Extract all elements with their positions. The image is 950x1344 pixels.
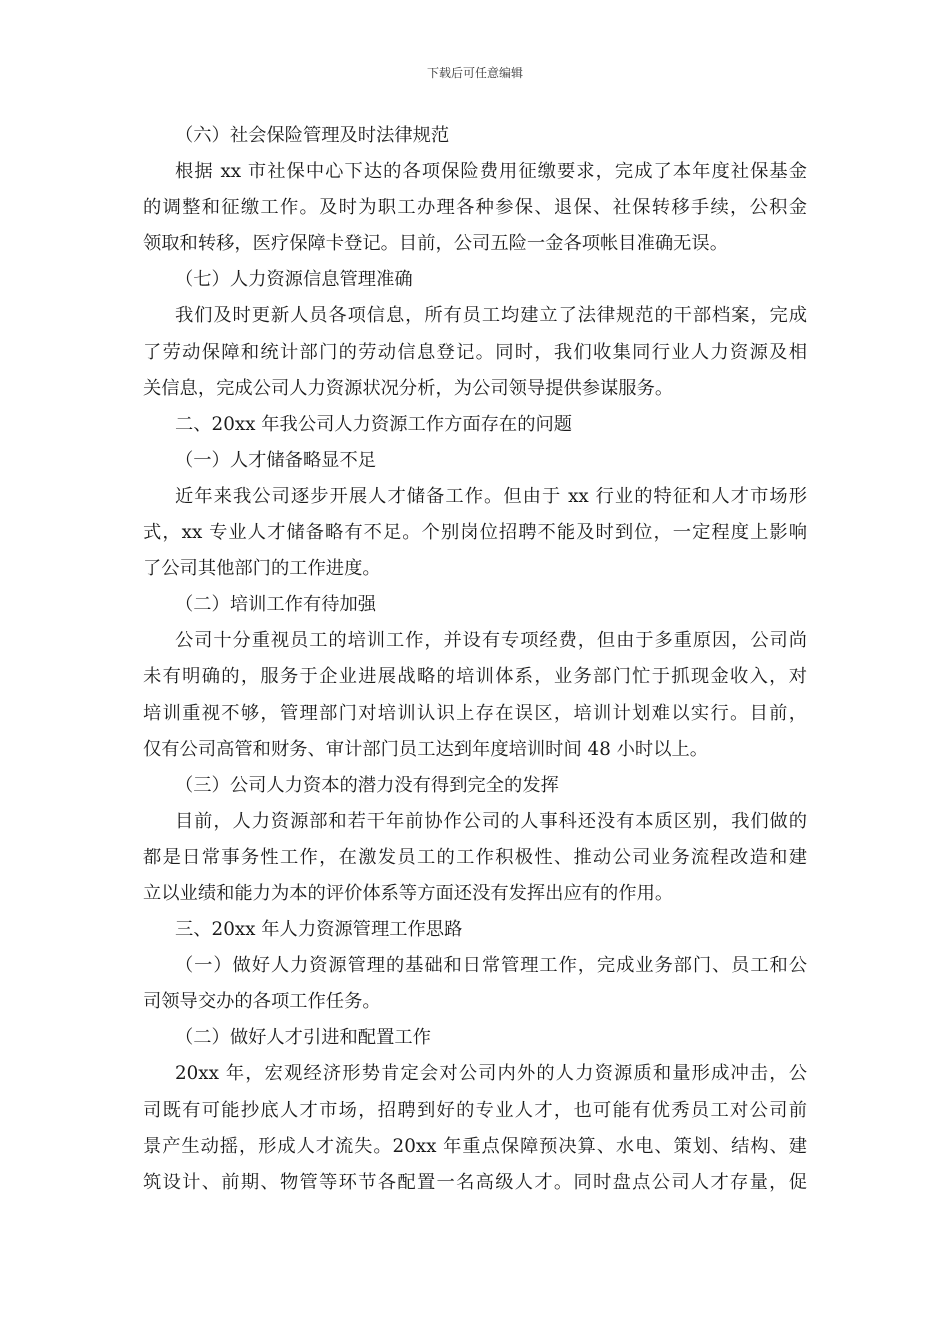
document-body — [143, 118, 807, 1201]
text-line: 仅有公司高管和财务、审计部门员工达到年度培训时间 48 小时以上。 — [143, 738, 709, 760]
text-line: 司领导交办的各项工作任务。 — [143, 991, 381, 1013]
text-line: （一）人才储备略显不足 — [175, 449, 377, 471]
text-line: 立以业绩和能力为本的评价体系等方面还没有发挥出应有的作用。 — [143, 882, 674, 904]
text-line: 培训重视不够，管理部门对培训认识上存在误区，培训计划难以实行。目前， — [143, 702, 807, 724]
text-line: 筑设计、前期、物管等环节各配置一名高级人才。同时盘点公司人才存量，促 — [143, 1171, 807, 1193]
text-line: 式，xx 专业人才储备略有不足。个别岗位招聘不能及时到位，一定程度上影响 — [143, 522, 807, 544]
text-line: 未有明确的，服务于企业进展战略的培训体系，业务部门忙于抓现金收入，对 — [143, 666, 807, 688]
text-line: 二、20xx 年我公司人力资源工作方面存在的问题 — [175, 413, 573, 435]
text-line: （二）培训工作有待加强 — [175, 594, 377, 616]
text-line: （二）做好人才引进和配置工作 — [175, 1027, 431, 1049]
text-line: 公司十分重视员工的培训工作，并设有专项经费，但由于多重原因，公司尚 — [175, 630, 807, 652]
text-line: 目前，人力资源部和若干年前协作公司的人事科还没有本质区别，我们做的 — [175, 810, 807, 832]
text-line: 了劳动保障和统计部门的劳动信息登记。同时，我们收集同行业人力资源及相 — [143, 341, 807, 363]
text-line: （六）社会保险管理及时法律规范 — [175, 125, 450, 146]
text-line: （七）人力资源信息管理准确 — [175, 269, 413, 291]
text-line: 关信息，完成公司人力资源状况分析，为公司领导提供参谋服务。 — [143, 377, 674, 399]
text-line: 近年来我公司逐步开展人才储备工作。但由于 xx 行业的特征和人才市场形 — [175, 485, 807, 507]
text-line: 20xx 年，宏观经济形势肯定会对公司内外的人力资源质和量形成冲击，公 — [175, 1063, 807, 1085]
text-line: 都是日常事务性工作，在激发员工的工作积极性、推动公司业务流程改造和建 — [143, 846, 807, 868]
text-line: 我们及时更新人员各项信息，所有员工均建立了法律规范的干部档案，完成 — [175, 305, 807, 327]
text-line: （三）公司人力资本的潜力没有得到完全的发挥 — [175, 774, 559, 796]
text-line: 景产生动摇，形成人才流失。20xx 年重点保障预决算、水电、策划、结构、建 — [143, 1135, 807, 1157]
text-line: 根据 xx 市社保中心下达的各项保险费用征缴要求，完成了本年度社保基金 — [175, 161, 807, 183]
text-line: 三、20xx 年人力资源管理工作思路 — [175, 919, 463, 941]
text-line: 司既有可能抄底人才市场，招聘到好的专业人才，也可能有优秀员工对公司前 — [143, 1099, 807, 1121]
text-line: 的调整和征缴工作。及时为职工办理各种参保、退保、社保转移手续，公积金 — [143, 197, 807, 219]
text-line: 领取和转移，医疗保障卡登记。目前，公司五险一金各项帐目准确无误。 — [143, 233, 728, 255]
header-note: 下载后可任意编辑 — [426, 66, 523, 80]
text-line: （一）做好人力资源管理的基础和日常管理工作，完成业务部门、员工和公 — [175, 955, 807, 977]
text-line: 了公司其他部门的工作进度。 — [143, 558, 381, 580]
